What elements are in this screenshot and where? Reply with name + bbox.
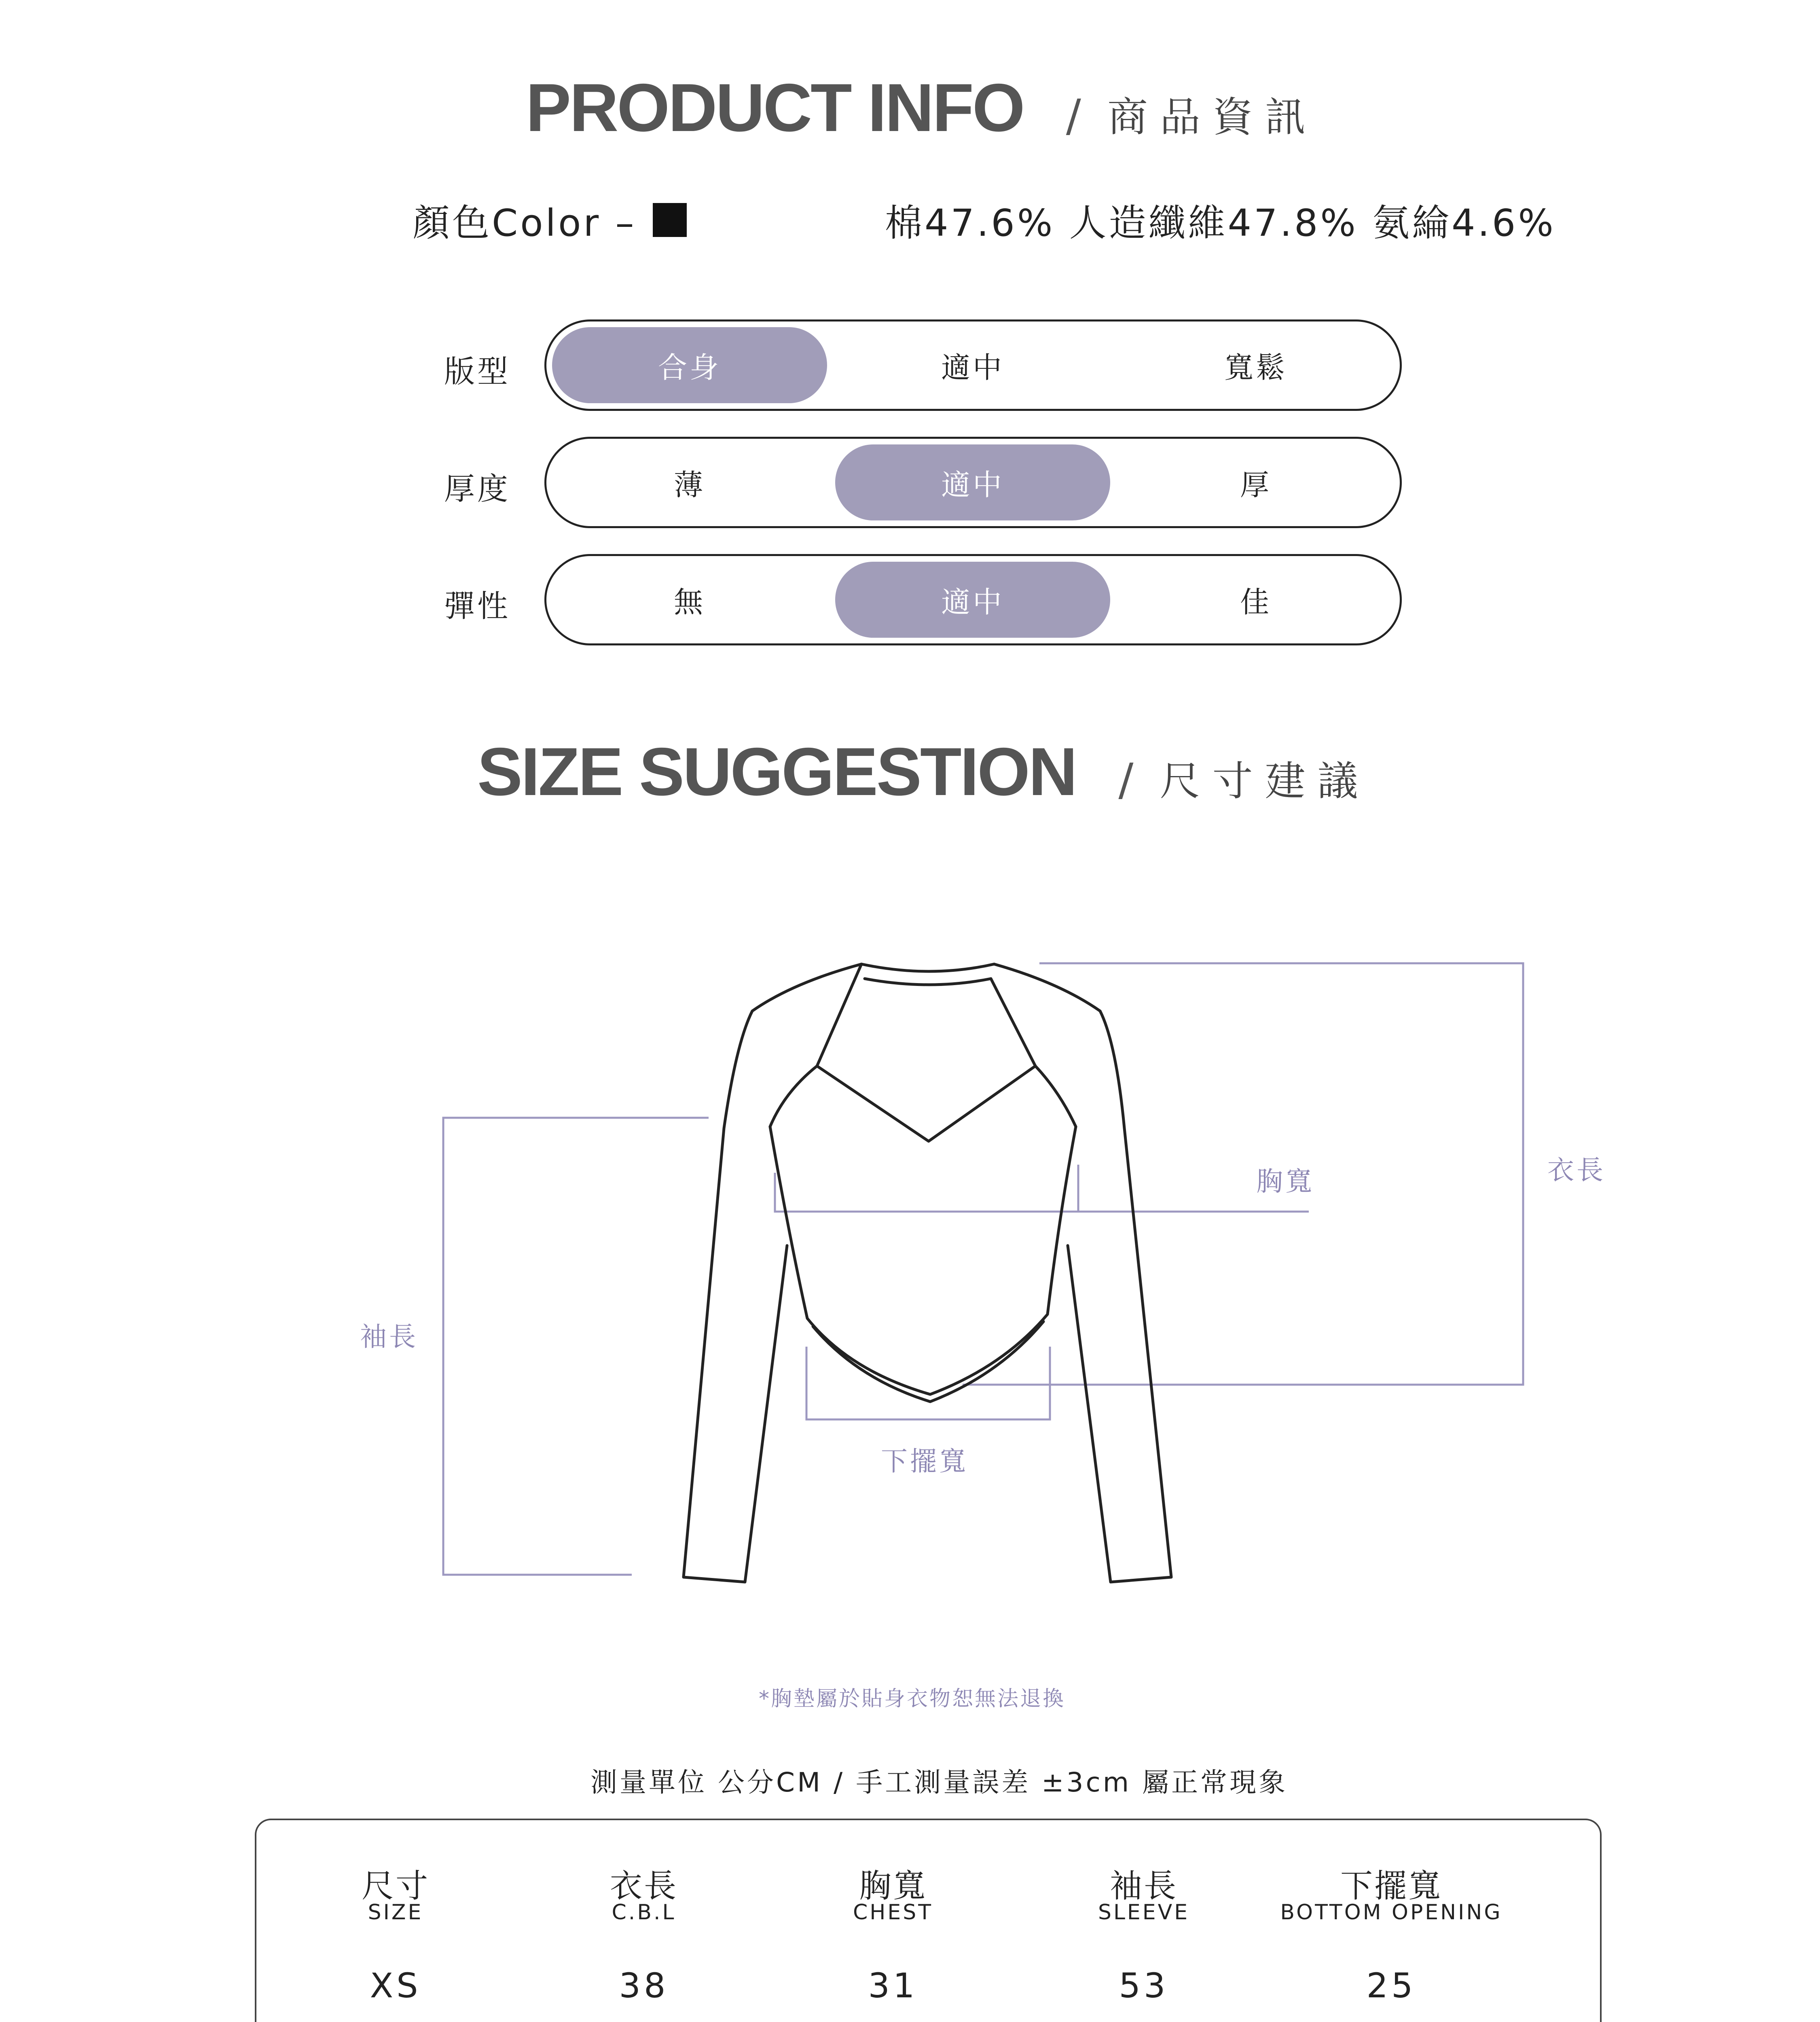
option-thickness-1: 適中 — [835, 444, 1110, 520]
size-suggestion-title: SIZE SUGGESTION — [477, 734, 1076, 810]
col-header-cbl-en: C.B.L — [612, 1900, 676, 1925]
top-outline — [684, 964, 1171, 1582]
chest-guide — [775, 1173, 1309, 1212]
attr-label-elasticity: 彈性 — [444, 588, 510, 624]
col-header-bottom: 下擺寬 — [1340, 1867, 1442, 1905]
col-header-sleeve-en: SLEEVE — [1098, 1900, 1190, 1925]
size-suggestion-title-zh: 尺寸建議 — [1160, 757, 1370, 805]
col-header-cbl: 衣長 — [610, 1867, 678, 1905]
option-fit-0: 合身 — [552, 327, 827, 403]
col-header-chest: 胸寬 — [859, 1867, 927, 1905]
label-length: 衣長 — [1547, 1155, 1606, 1186]
option-elasticity-1: 適中 — [835, 562, 1110, 638]
cell-sleeve: 53 — [1119, 1966, 1169, 2005]
col-header-chest-en: CHEST — [853, 1900, 933, 1925]
option-thickness-2: 厚 — [1240, 468, 1272, 502]
option-elasticity-0: 無 — [673, 585, 705, 619]
length-guide — [963, 963, 1523, 1385]
color-label: 顏色Color – — [413, 201, 637, 245]
option-fit-2: 寬鬆 — [1224, 351, 1287, 385]
product-info-title: PRODUCT INFO — [526, 70, 1024, 146]
material-composition: 棉47.6% 人造纖維47.8% 氨綸4.6% — [885, 201, 1556, 245]
title-separator: / — [1066, 90, 1081, 142]
option-elasticity-2: 佳 — [1240, 585, 1272, 619]
option-thickness-0: 薄 — [673, 468, 705, 502]
col-header-size-en: SIZE — [368, 1900, 423, 1925]
label-bottom: 下擺寬 — [881, 1446, 968, 1477]
option-fit-1: 適中 — [941, 351, 1004, 385]
col-header-size: 尺寸 — [362, 1867, 430, 1905]
col-header-bottom-en: BOTTOM OPENING — [1280, 1900, 1503, 1925]
title-separator: / — [1118, 754, 1134, 806]
cell-chest: 31 — [868, 1966, 918, 2005]
cell-bottom: 25 — [1366, 1966, 1416, 2005]
product-info-title-zh: 商品資訊 — [1107, 93, 1318, 141]
pad-note: *胸墊屬於貼身衣物恕無法退換 — [759, 1687, 1066, 1711]
unit-note: 測量單位 公分CM / 手工測量誤差 ±3cm 屬正常現象 — [590, 1767, 1288, 1798]
label-chest: 胸寬 — [1256, 1166, 1314, 1197]
sleeve-guide — [443, 1118, 709, 1575]
col-header-sleeve: 袖長 — [1110, 1867, 1178, 1905]
attr-label-thickness: 厚度 — [444, 471, 510, 507]
cell-size: XS — [370, 1966, 421, 2005]
label-sleeve: 袖長 — [360, 1321, 418, 1352]
attr-label-fit: 版型 — [444, 353, 510, 389]
cell-cbl: 38 — [619, 1966, 669, 2005]
size-table — [255, 1819, 1602, 2022]
